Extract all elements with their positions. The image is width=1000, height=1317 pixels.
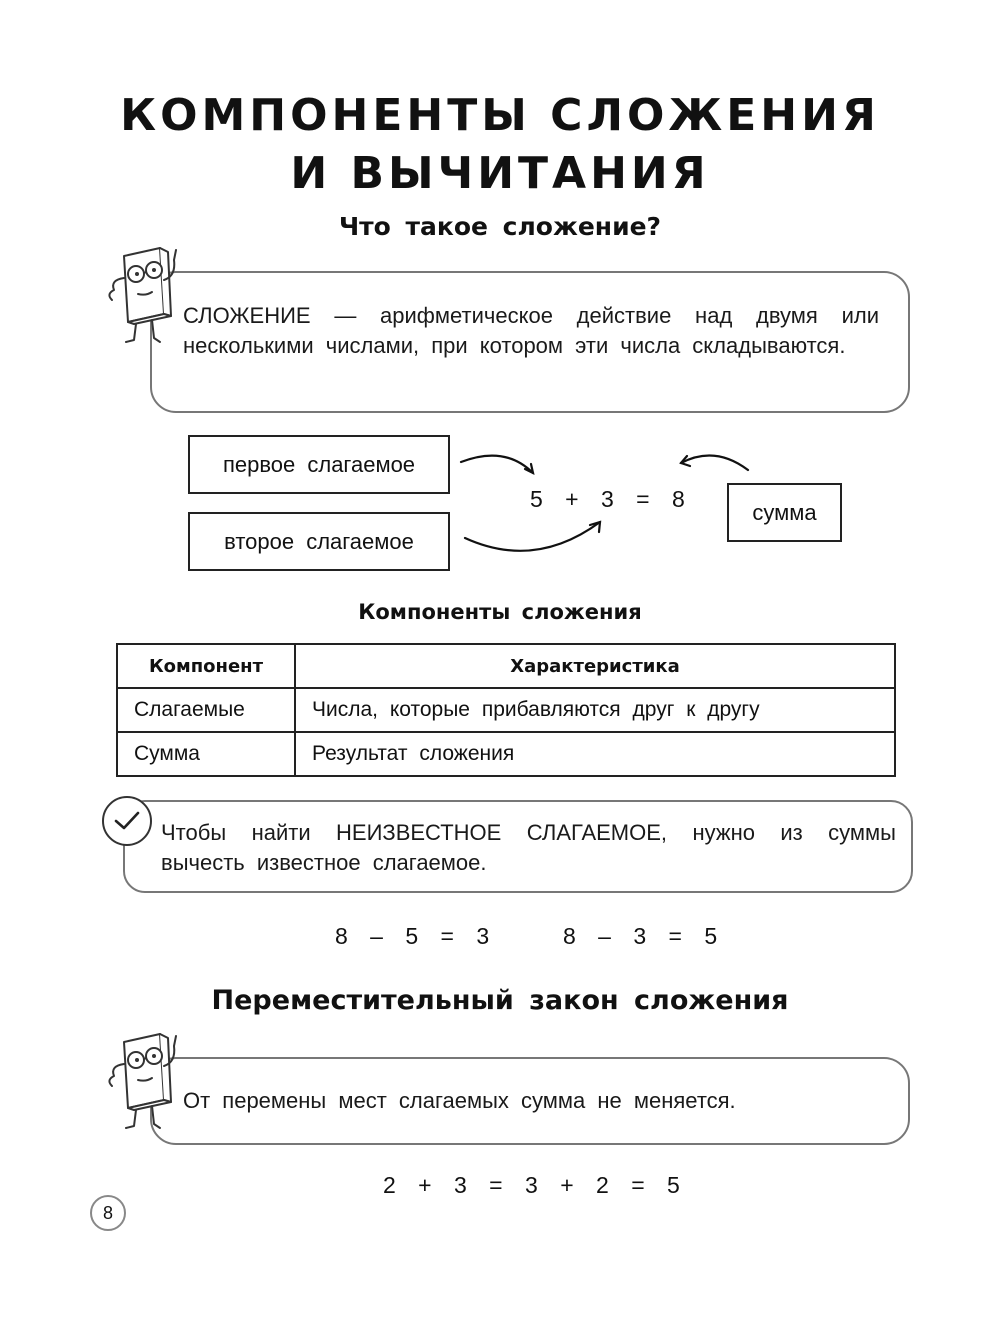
page-title-line-1: КОМПОНЕНТЫ СЛОЖЕНИЯ <box>120 90 880 141</box>
table-row <box>117 732 895 776</box>
cell-component: Слагаемые <box>117 688 295 732</box>
cell-component: Сумма <box>117 732 295 776</box>
first-addend-box: первое слагаемое <box>188 435 450 494</box>
arrow-sum-icon <box>681 455 748 470</box>
components-table <box>116 643 896 777</box>
subtraction-example-2: 8 – 3 = 5 <box>563 923 720 949</box>
cell-characteristic: Результат сложения <box>295 732 895 776</box>
book-mascot-icon <box>98 1028 190 1133</box>
definition-text: СЛОЖЕНИЕ — арифметическое действие над двумя или несколькими числами, при котором эти числа складываются. <box>183 303 879 358</box>
arrow-first-addend-icon <box>461 456 533 473</box>
section-heading-commutative-law: Переместительный закон сложения <box>211 985 789 1016</box>
checkmark-icon <box>102 796 152 846</box>
arrow-second-addend-icon <box>465 522 600 551</box>
cell-characteristic: Числа, которые прибавляются друг к другу <box>295 688 895 732</box>
law-text: От перемены мест слагаемых сумма не меняется. <box>183 1088 736 1113</box>
second-addend-box: второе слагаемое <box>188 512 450 571</box>
table-header-row <box>117 644 895 688</box>
commutative-example: 2 + 3 = 3 + 2 = 5 <box>383 1172 682 1198</box>
subtraction-example-1: 8 – 5 = 3 <box>335 923 492 949</box>
diagram-arrows <box>455 445 765 560</box>
sum-box: сумма <box>727 483 842 542</box>
header-component: Компонент <box>117 644 295 688</box>
law-bubble <box>150 1057 910 1145</box>
rule-bubble <box>123 800 913 893</box>
definition-bubble <box>150 271 910 413</box>
addition-equation: 5 + 3 = 8 <box>530 486 687 512</box>
table-row <box>117 688 895 732</box>
page-number: 8 <box>90 1195 126 1231</box>
page-title-line-2: И ВЫЧИТАНИЯ <box>290 148 710 199</box>
rule-text: Чтобы найти НЕИЗВЕСТНОЕ СЛАГАЕМОЕ, нужно из суммы вычесть известное слагаемое. <box>161 820 896 875</box>
book-mascot-icon <box>98 242 190 347</box>
header-characteristic: Характеристика <box>295 644 895 688</box>
section-heading-what-is-addition: Что такое сложение? <box>338 212 662 241</box>
table-caption: Компоненты сложения <box>358 600 642 624</box>
